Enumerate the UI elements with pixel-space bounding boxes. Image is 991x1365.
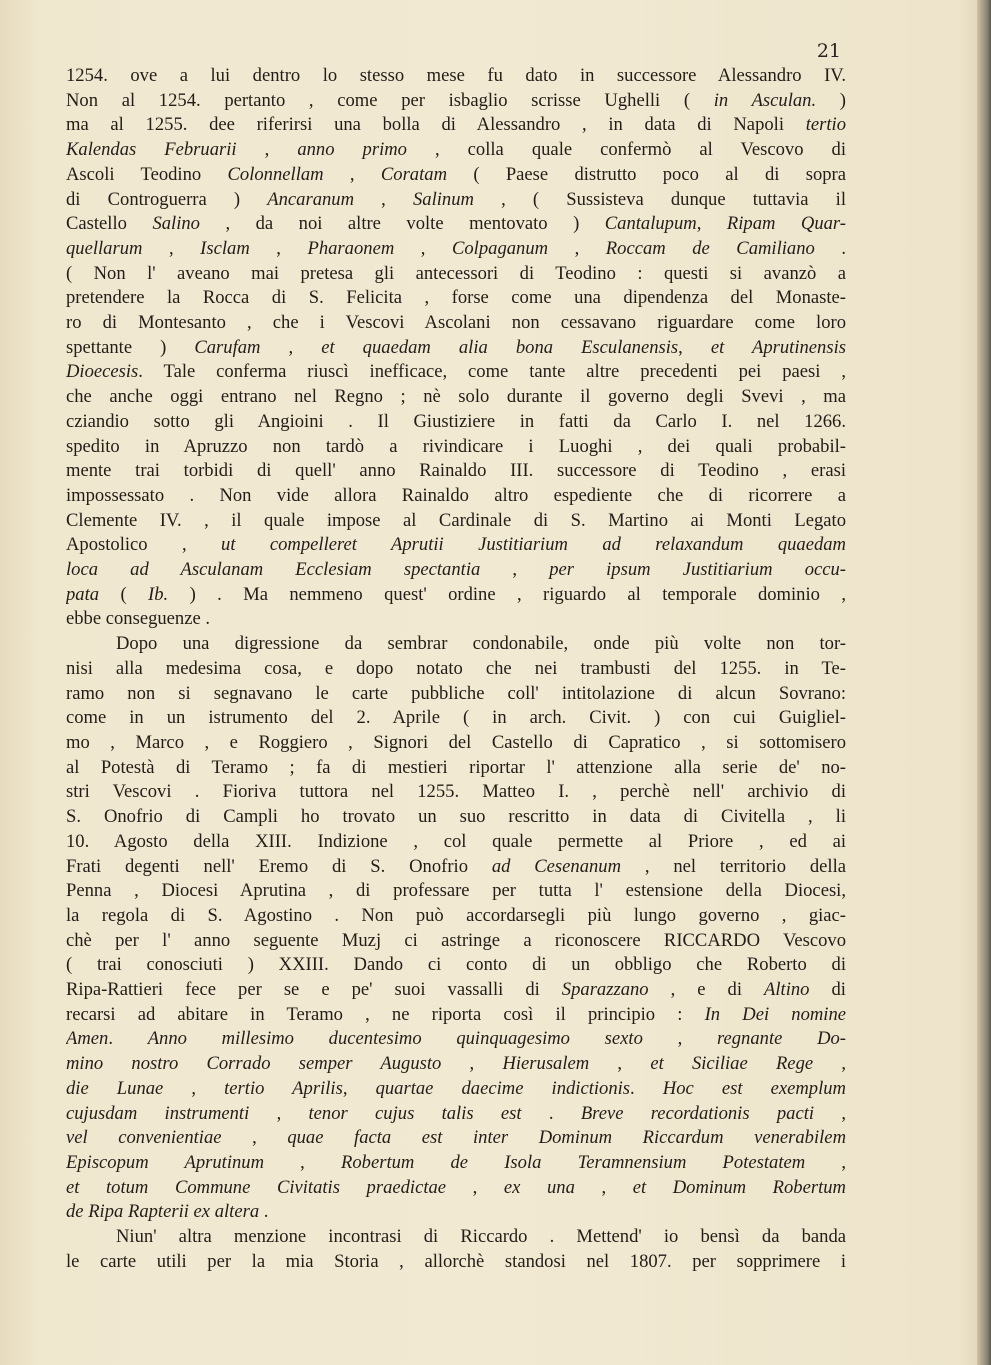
text-line: che anche oggi entrano nel Regno ; nè solo durante il governo degli Svevi , ma [66,386,846,408]
text-line: 1254. ove a lui dentro lo stesso mese fu dato in successore Alessandro IV. [66,65,846,86]
paragraph-1 [66,64,846,632]
text-line: ebbe conseguenze . [66,608,211,630]
text-line: die Lunae , tertio Aprilis, quartae daecime indictionis. Hoc est exemplum [66,1077,846,1099]
text-line: Dioecesis. Tale conferma riuscì inefficace, come tante altre precedenti pei paesi , [66,361,846,383]
text-line: ramo non si segnavano le carte pubbliche coll' intitolazione di alcun Sovrano: [66,682,846,704]
text-line: Castello Salino , da noi altre volte mentovato ) Cantalupum, Ripam Quar- [66,213,846,235]
text-line: la regola di S. Agostino . Non può accordarsegli più lungo governo , giac- [66,904,846,926]
text-line: pata ( Ib. ) . Ma nemmeno quest' ordine , riguardo al temporale dominio , [66,583,846,605]
text-line: Clemente IV. , il quale impose al Cardinale di S. Martino ai Monti Legato [66,509,846,531]
text-line: Amen. Anno millesimo ducentesimo quinquagesimo sexto , regnante Do- [66,1028,846,1050]
text-line: chè per l' anno seguente Muzj ci astringe a riconoscere RICCARDO Vescovo [66,929,846,951]
text-line: quellarum , Isclam , Pharaonem , Colpaganum , Roccam de Camiliano . [66,237,846,259]
text-line: ro di Montesanto , che i Vescovi Ascolani non cessavano riguardare come loro [66,312,846,334]
text-line: nisi alla medesima cosa, e dopo notato che nei trambusti del 1255. in Te- [66,657,846,679]
text-line: spedito in Apruzzo non tardò a rivindicare i Luoghi , dei quali probabil- [66,435,846,457]
paragraph-2 [66,632,846,1225]
text-line: stri Vescovi . Fioriva tuttora nel 1255. Matteo I. , perchè nell' archivio di [66,781,846,803]
text-line: Niun' altra menzione incontrasi di Riccardo . Mettend' io bensì da banda [116,1226,846,1248]
text-line: Apostolico , ut compelleret Aprutii Justitiarium ad relaxandum quaedam [66,534,846,556]
text-line: ( Non l' aveano mai pretesa gli antecessori di Teodino : questi si avanzò a [66,262,846,284]
page-number: 21 [816,40,841,62]
text-line: impossessato . Non vide allora Rainaldo altro espediente che di ricorrere a [66,484,846,506]
text-line: S. Onofrio di Campli ho trovato un suo rescritto in data di Civitella , li [66,806,846,828]
text-line: ma al 1255. dee riferirsi una bolla di Alessandro , in data di Napoli tertio [66,114,846,136]
text-line: Frati degenti nell' Eremo di S. Onofrio ad Cesenanum , nel territorio della [66,855,846,877]
body-text [66,64,846,1274]
text-line: de Ripa Rapterii ex altera . [66,1201,269,1223]
paragraph-3 [66,1225,846,1274]
text-line: cujusdam instrumenti , tenor cujus talis est . Breve recordationis pacti , [66,1102,846,1124]
text-line: di Controguerra ) Ancaranum , Salinum , ( Sussisteva dunque tuttavia il [66,188,846,210]
text-line: mo , Marco , e Roggiero , Signori del Castello di Capratico , si sottomisero [66,731,846,753]
text-line: mente trai torbidi di quell' anno Rainaldo III. successore di Teodino , erasi [66,460,846,482]
text-line: Dopo una digressione da sembrar condonabile, onde più volte non tor- [116,633,846,655]
text-line: loca ad Asculanam Ecclesiam spectantia , per ipsum Justitiarium occu- [66,559,846,581]
page-edge-shadow [977,0,991,1365]
text-line: ( trai conosciuti ) XXIII. Dando ci conto di un obbligo che Roberto di [66,954,846,976]
text-line: 10. Agosto della XIII. Indizione , col quale permette al Priore , ed ai [66,830,846,852]
text-line: recarsi ad abitare in Teramo , ne riporta così il principio : In Dei nomine [66,1003,846,1025]
text-line: cziandio sotto gli Angioini . Il Giustiziere in fatti da Carlo I. nel 1266. [66,410,846,432]
text-line: Penna , Diocesi Aprutina , di professare per tutta l' estensione della Diocesi, [66,880,846,902]
text-line: Kalendas Februarii , anno primo , colla quale confermò al Vescovo di [66,139,846,161]
text-line: mino nostro Corrado semper Augusto , Hierusalem , et Siciliae Rege , [66,1053,846,1075]
text-line: al Potestà di Teramo ; fa di mestieri riportar l' attenzione alla serie de' no- [66,756,846,778]
text-line: Ascoli Teodino Colonnellam , Coratam ( Paese distrutto poco al di sopra [66,163,846,185]
text-line: le carte utili per la mia Storia , allorchè standosi nel 1807. per sopprimere i [66,1250,846,1272]
text-line: et totum Commune Civitatis praedictae , ex una , et Dominum Robertum [66,1176,846,1198]
text-line: pretendere la Rocca di S. Felicita , forse come una dipendenza del Monaste- [66,287,846,309]
text-line: come in un istrumento del 2. Aprile ( in arch. Civit. ) con cui Guigliel- [66,707,846,729]
text-line: spettante ) Carufam , et quaedam alia bona Esculanensis, et Aprutinensis [66,336,846,358]
text-line: Ripa-Rattieri fece per se e pe' suoi vassalli di Sparazzano , e di Altino di [66,979,846,1001]
text-line: Non al 1254. pertanto , come per isbaglio scrisse Ughelli ( in Asculan. ) [66,89,846,111]
text-line: Episcopum Aprutinum , Robertum de Isola Teramnensium Potestatem , [66,1151,846,1173]
text-line: vel convenientiae , quae facta est inter Dominum Riccardum venerabilem [66,1127,846,1149]
